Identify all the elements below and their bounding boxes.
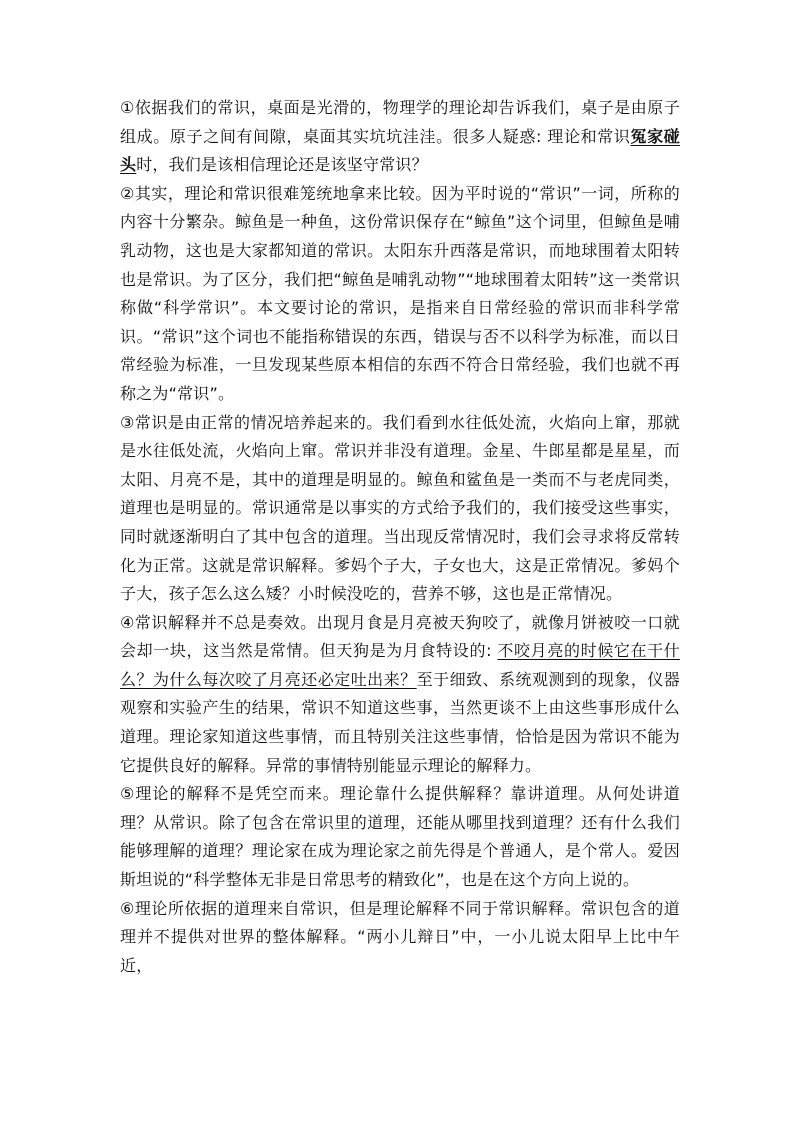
paragraph-3 [120,409,680,609]
paragraph-2-text: ②其实，理论和常识很难笼统地拿来比较。因为平时说的“常识”一词，所称的内容十分繁杂。鲸鱼是一种鱼，这份常识保存在“鲸鱼”这个词里，但鲸鱼是哺乳动物，这也是大家都知道的常识。太阳东升西落是常识，而地球围着太阳转也是常识。为了区分，我们把“鲸鱼是哺乳动物”“地球围着太阳转”这一类常识称做“科学常识”。本文要讨论的常识，是指来自日常经验的常识而非科学常识。“常识”这个词也不能指称错误的东西，错误与否不以科学为标准，而以日常经验为标准，一旦发现某些原本相信的东西不符合日常经验，我们也就不再称之为“常识”。 [120,183,680,403]
paragraph-4-text-b: 至于细致、系统观测到的现象，仪器观察和实验产生的结果，常识不知道这些事，当然更谈不上由这些事形成什么道理。理论家知道这些事情，而且特别关注这些事情，恰恰是因为常识不能为它提供良好的解释。异常的事情特别能显示理论的解释力。 [120,669,681,775]
paragraph-1 [120,94,680,180]
paragraph-4-text-a: ④常识解释并不总是奏效。出现月食是月亮被天狗咬了，就像月饼被咬一口就会却一块，这当然是常情。但天狗是为月食特设的: [120,612,680,661]
paragraph-5 [120,780,680,894]
paragraph-6 [120,895,680,981]
paragraph-1-text-a: ①依据我们的常识，桌面是光滑的，物理学的理论却告诉我们，桌子是由原子组成。原子之间有间隙，桌面其实坑坑洼洼。很多人疑惑: 理论和常识 [120,98,680,146]
highlighted-phrase: 冤家碰头 [120,126,680,175]
paragraph-6-text: ⑥理论所依据的道理来自常识，但是理论解释不同于常识解释。常识包含的道理并不提供对世界的整体解释。“两小儿辩日”中，一小儿说太阳早上比中午近， [120,898,680,975]
document-page [120,94,680,980]
paragraph-4 [120,609,680,781]
paragraph-5-text: ⑤理论的解释不是凭空而来。理论靠什么提供解释？靠讲道理。从何处讲道理？从常识。除了包含在常识里的道理，还能从哪里找到道理？还有什么我们能够理解的道理？理论家在成为理论家之前先得是个普通人，是个常人。爱因斯坦说的“科学整体无非是日常思考的精致化”，也是在这个方向上说的。 [120,784,680,890]
paragraph-1-text-b: 时，我们是该相信理论还是该坚守常识？ [136,155,428,175]
underlined-question: 不咬月亮的时候它在干什么？为什么每次咬了月亮还必定吐出来？ [120,641,681,689]
paragraph-3-text: ③常识是由正常的情况培养起来的。我们看到水往低处流，火焰向上窜，那就是水往低处流，火焰向上窜。常识并非没有道理。金星、牛郎星都是星星，而太阳、月亮不是，其中的道理是明显的。鲸鱼和鲨鱼是一类而不与老虎同类，道理也是明显的。常识通常是以事实的方式给予我们的，我们接受这些事实，同时就逐渐明白了其中包含的道理。当出现反常情况时，我们会寻求将反常转化为正常。这就是常识解释。爹妈个子大，子女也大，这是正常情况。爹妈个子大，孩子怎么这么矮？小时候没吃的，营养不够，这也是正常情况。 [120,412,680,604]
paragraph-2 [120,180,680,409]
